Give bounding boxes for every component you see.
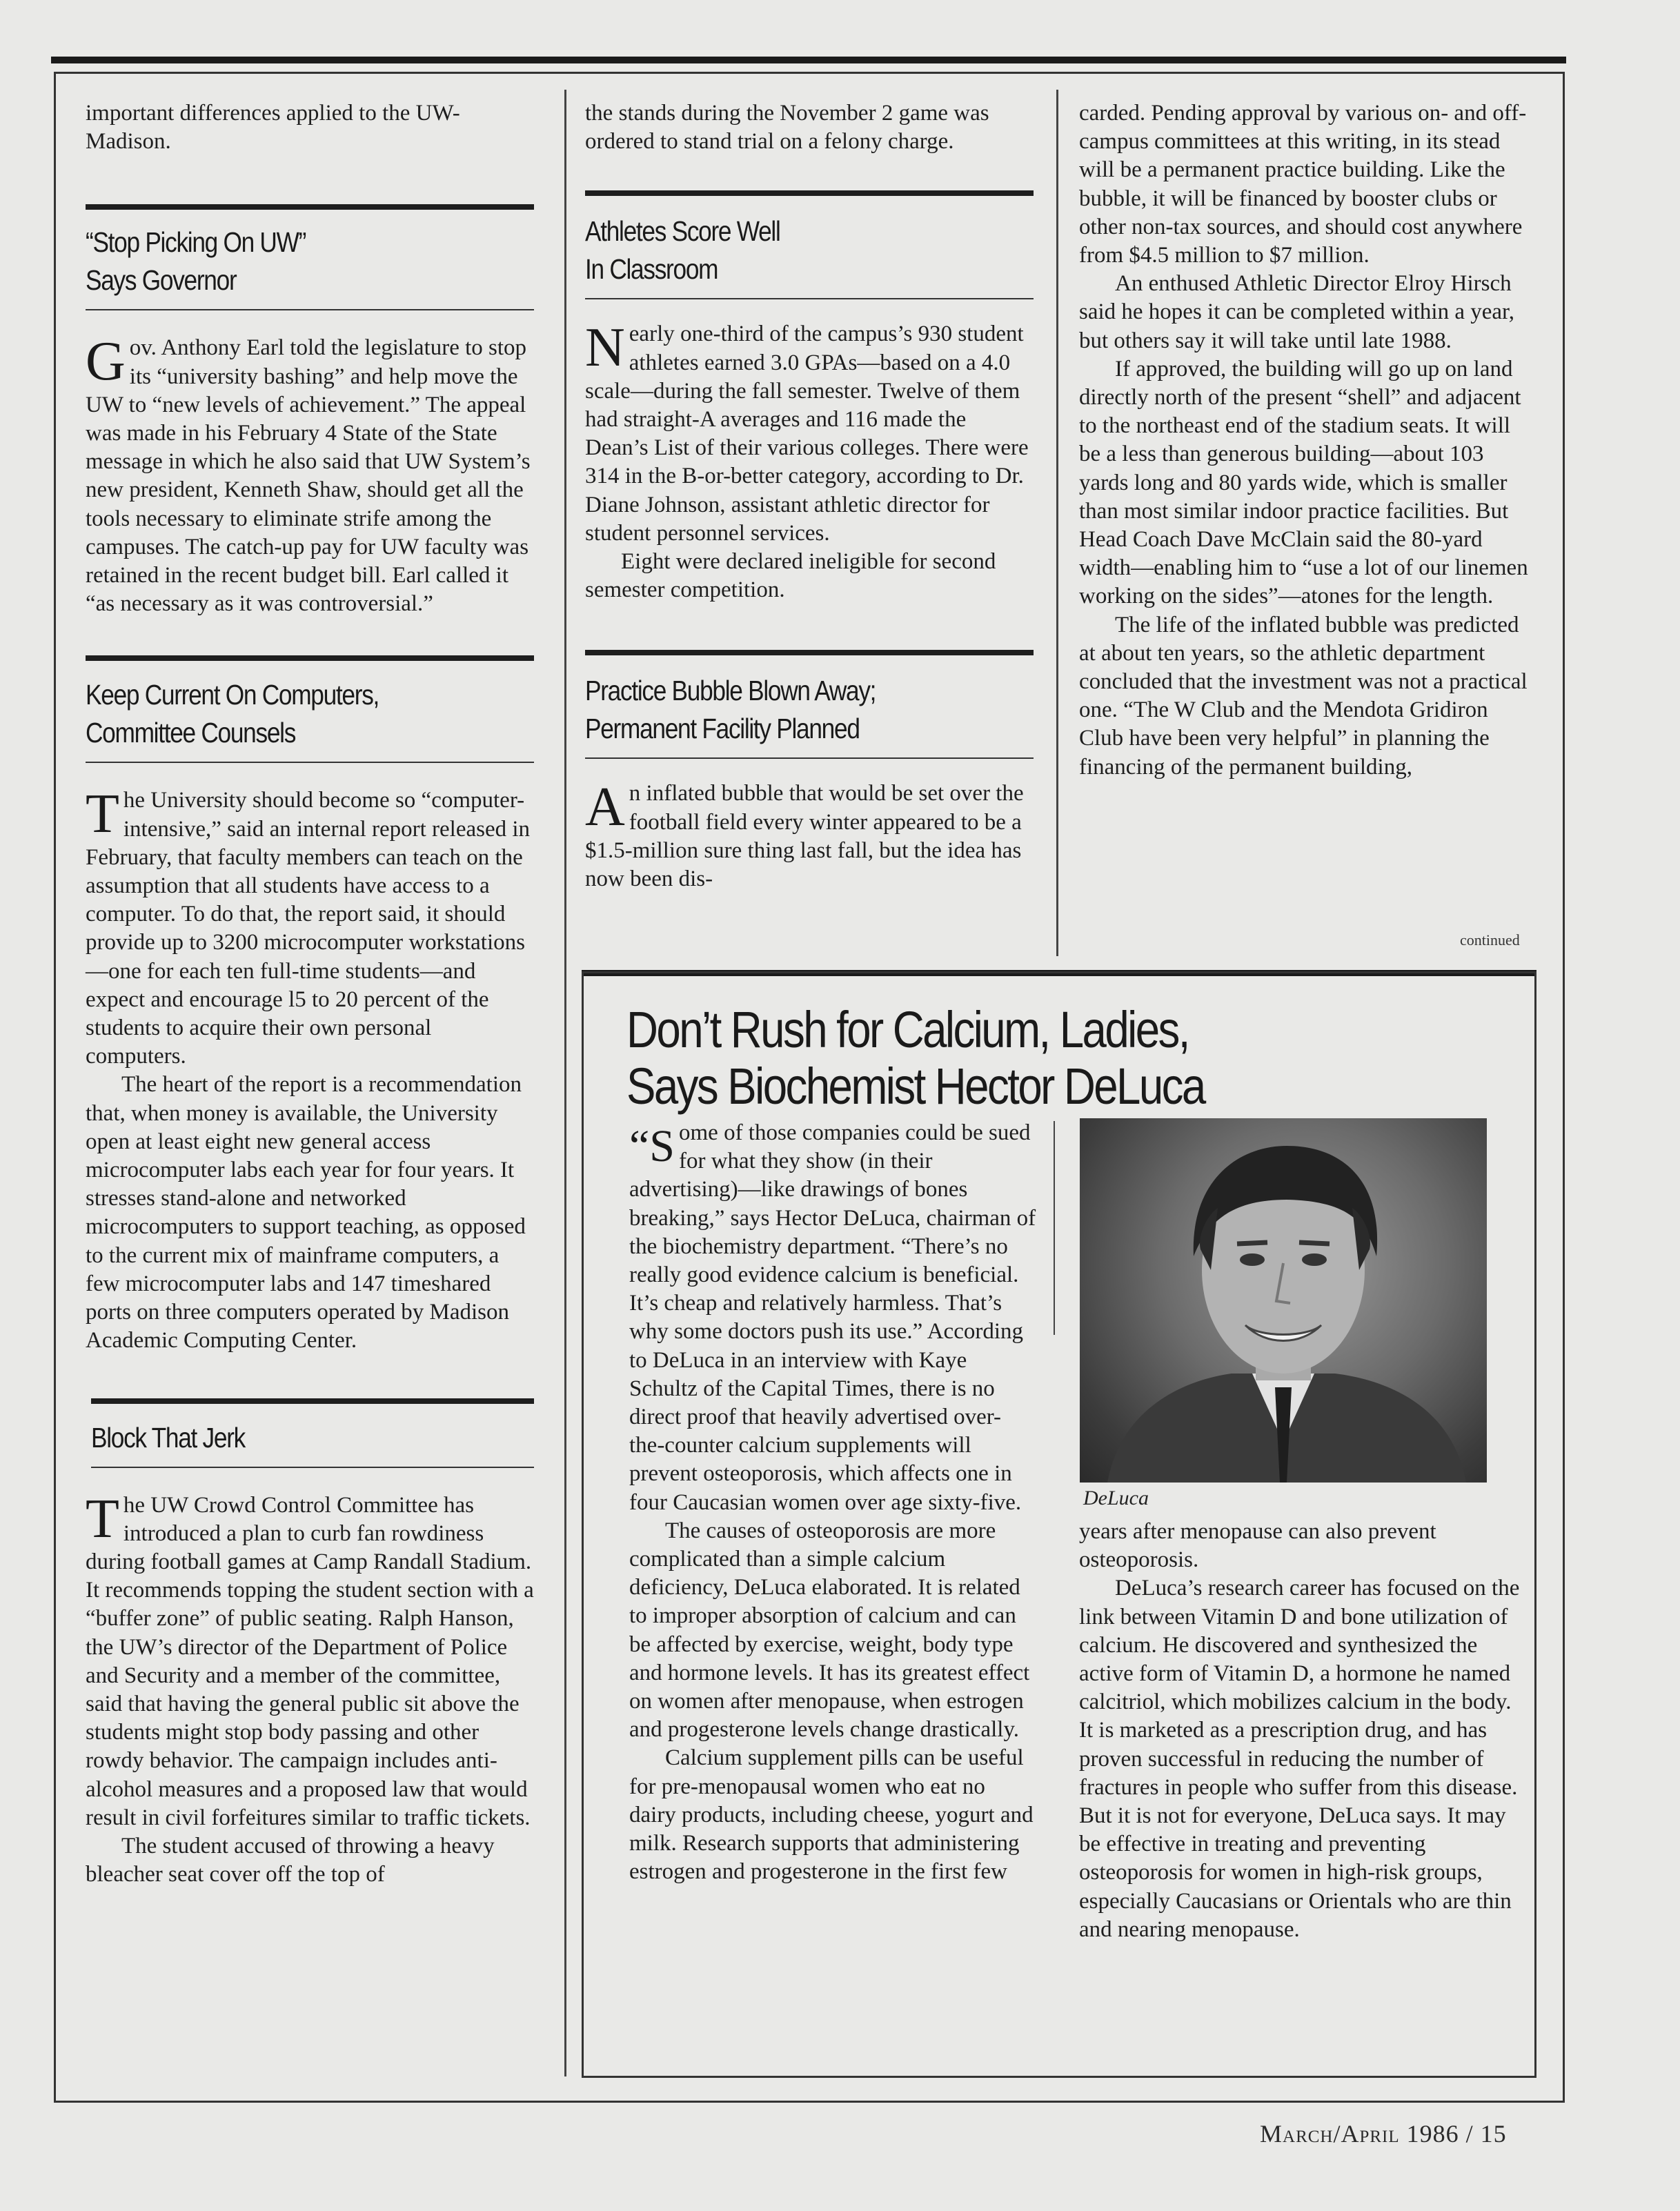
feature-right-column bbox=[1079, 1518, 1521, 1944]
feature-left-p2: The causes of osteoporosis are more complicated than a simple calcium deficiency, DeLuca elaborated. It is related to improper absorption of calcium and can be affected by exercise, weight, body type and hormone levels. It has its greatest effect on women after menopause, when estrogen and progesterone levels change drastically. bbox=[629, 1518, 1030, 1743]
headline-practice-bubble: Practice Bubble Blown Away; Permanent Facility Planned bbox=[585, 675, 876, 745]
story-crowd-p1: he UW Crowd Control Committee has introduced a plan to curb fan rowdiness during football games at Camp Randall Stadium. It recommends topping the student section with a “buffer zone” of public seating. Ralph Hanson, the UW’s director of the Department of Police and Security and a member of the committee, said that having the general public sit above the students might stop body passing and other rowdy behavior. The campaign includes anti-alcohol measures and a proposed law that would result in civil forfeitures similar to traffic tickets. bbox=[86, 1492, 534, 1830]
rule-thick bbox=[86, 655, 534, 661]
story-computers-p1: he University should become so “computer-intensive,” said an internal report released in February, that faculty members can teach on the assumption that all students have access to a computer. To do that, the report said, it should provide up to 3200 microcomputer workstations—one for each ten full-time students—and expect and encourage l5 to 20 percent of the students to acquire their own personal computers. bbox=[86, 788, 531, 1069]
column-rule-1 bbox=[564, 90, 566, 2076]
story-athletes-p2: Eight were declared ineligible for second semester competition. bbox=[585, 549, 996, 603]
dropcap: G bbox=[86, 331, 126, 393]
photo-caption: DeLuca bbox=[1083, 1487, 1149, 1509]
feature-left-p3: Calcium supplement pills can be useful for pre-menopausal women who eat no dairy products, including cheese, yogurt and milk. Research supports that administering estrogen and progesterone in the first few bbox=[629, 1745, 1034, 1885]
rule-thin bbox=[86, 309, 534, 310]
continued-label: continued bbox=[1460, 931, 1520, 949]
page-folio bbox=[1260, 2119, 1507, 2148]
column-rule-2 bbox=[1056, 90, 1058, 956]
feature-left-column bbox=[629, 1119, 1036, 1886]
rule-thin bbox=[86, 762, 534, 763]
story-crowd-control bbox=[86, 1488, 534, 1890]
story-bubble bbox=[585, 777, 1034, 893]
top-rule bbox=[51, 57, 1566, 63]
headline-athletes: Athletes Score Well In Classroom bbox=[585, 215, 780, 286]
feature-intro bbox=[629, 1119, 1036, 1517]
column-1 bbox=[86, 99, 534, 1889]
feature-right-p1: years after menopause can also prevent osteoporosis. bbox=[1079, 1519, 1436, 1573]
story-governor-text: ov. Anthony Earl told the legislature to stop its “university bashing” and help move the UW to “new levels of achievement.” The appeal was made in his February 4 State of the State message in which he also said that UW System’s new president, Kenneth Shaw, should get all the tools necessary to eliminate strife among the campuses. The catch-up pay for UW faculty was retained in the recent budget bill. Earl called it “as necessary as it was controversial.” bbox=[86, 335, 531, 617]
portrait-illustration bbox=[1080, 1118, 1487, 1483]
rule-thin bbox=[585, 757, 1034, 759]
folio-separator: / bbox=[1465, 2120, 1474, 2148]
dropcap: N bbox=[585, 317, 625, 379]
dropcap: A bbox=[585, 777, 625, 838]
col3-p3: If approved, the building will go up on land directly north of the present “shell” and adjacent to the northeast end of the stadium seats. It will be a less than generous building—about 103 yards long and 80 yards wide, which is smaller than most similar indoor practice facilities. But Head Coach Dave McClain said the 80-yard width—enabling him to “use a lot of our linemen working on the sides”—atones for the length. bbox=[1079, 356, 1528, 609]
feature-left-p1: ome of those companies could be sued for what they show (in their advertising)—like drawings of bones breaking,” says Hector DeLuca, chairman of the biochemistry department. “There’s no really good evidence calcium is beneficial. It’s cheap and relatively harmless. That’s why some doctors push its use.” According to DeLuca in an interview with Kaye Schultz of the Capital Times, there is no direct proof that heavily advertised over-the-counter calcium supplements will prevent osteoporosis, which affects one in four Caucasian women over age sixty-five. bbox=[629, 1120, 1036, 1515]
rule-thin bbox=[585, 298, 1034, 299]
dropcap: “S bbox=[629, 1121, 675, 1171]
story-crowd-p2: The student accused of throwing a heavy bleacher seat cover off the top of bbox=[86, 1833, 495, 1887]
column-2 bbox=[585, 99, 1034, 893]
rule-thick bbox=[585, 190, 1034, 196]
story-athletes-p1: early one-third of the campus’s 930 student athletes earned 3.0 GPAs—based on a 4.0 scale—during the fall semester. Twelve of them had straight-A averages and 116 made the Dean’s List of their various colleges. There were 314 in the B-or-better category, according to Dr. Diane Johnson, assistant athletic director for student personnel services. bbox=[585, 321, 1029, 546]
headline-stop-picking: “Stop Picking On UW” Says Governor bbox=[86, 226, 306, 297]
col1-lead: important differences applied to the UW-Madison. bbox=[86, 101, 460, 155]
rule-thick bbox=[91, 1398, 534, 1404]
feature-headline: Don’t Rush for Calcium, Ladies, Says Biochemist Hector DeLuca bbox=[626, 1001, 1205, 1115]
story-governor bbox=[86, 331, 534, 618]
rule-thick bbox=[86, 204, 534, 210]
dropcap: T bbox=[86, 1488, 119, 1549]
issue-date: March/April 1986 bbox=[1260, 2120, 1459, 2148]
col3-p2: An enthused Athletic Director Elroy Hirsch said he hopes it can be completed within a year, but others say it will take until late 1988. bbox=[1079, 271, 1514, 353]
story-bubble-p1: n inflated bubble that would be set over the football field every winter appeared to be a $1.5-million sure thing last fall, but the idea has now been dis- bbox=[585, 781, 1024, 892]
feature-right-p2: DeLuca’s research career has focused on the link between Vitamin D and bone utilization of calcium. He discovered and synthesized the active form of Vitamin D, a hormone he named calcitriol, which mobilizes calcium in the body. It is marketed as a prescription drug, and has proven successful in reducing the number of fractures in people who suffer from this disease. But it is not for everyone, DeLuca says. It may be effective in treating and preventing osteoporosis for women in high-risk groups, especially Caucasians or Orientals who are thin and nearing menopause. bbox=[1079, 1576, 1520, 1942]
deluca-portrait-photo bbox=[1080, 1118, 1487, 1483]
story-computers bbox=[86, 786, 534, 1355]
story-athletes bbox=[585, 317, 1034, 604]
col3-p1: carded. Pending approval by various on- and off-campus committees at this writing, in its stead will be a permanent practice building. Like the bubble, it will be financed by booster clubs or other non-tax sources, and should cost anywhere from $4.5 million to $7 million. bbox=[1079, 101, 1527, 268]
headline-computers: Keep Current On Computers, Committee Counsels bbox=[86, 679, 379, 749]
dropcap: T bbox=[86, 784, 119, 845]
col2-lead: the stands during the November 2 game was ordered to stand trial on a felony charge. bbox=[585, 101, 989, 155]
headline-block-that-jerk: Block That Jerk bbox=[91, 1421, 245, 1454]
feature-column-rule bbox=[1054, 1121, 1055, 1335]
story-computers-p2: The heart of the report is a recommendation that, when money is available, the University open at least eight new general access microcomputer labs each year for four years. It stresses stand-alone and networked microcomputers to support teaching, as opposed to the current mix of mainframe computers, a few microcomputer labs and 147 timeshared ports on three computers operated by Madison Academic Computing Center. bbox=[86, 1072, 526, 1354]
rule-thick bbox=[585, 650, 1034, 655]
page-number: 15 bbox=[1480, 2120, 1507, 2148]
rule-thin bbox=[91, 1467, 534, 1468]
col3-p4: The life of the inflated bubble was predicted at about ten years, so the athletic department concluded that the investment was not a practical one. “The W Club and the Mendota Gridiron Club have been very helpful” in planning the financing of the permanent building, bbox=[1079, 612, 1528, 780]
column-3 bbox=[1079, 99, 1534, 782]
